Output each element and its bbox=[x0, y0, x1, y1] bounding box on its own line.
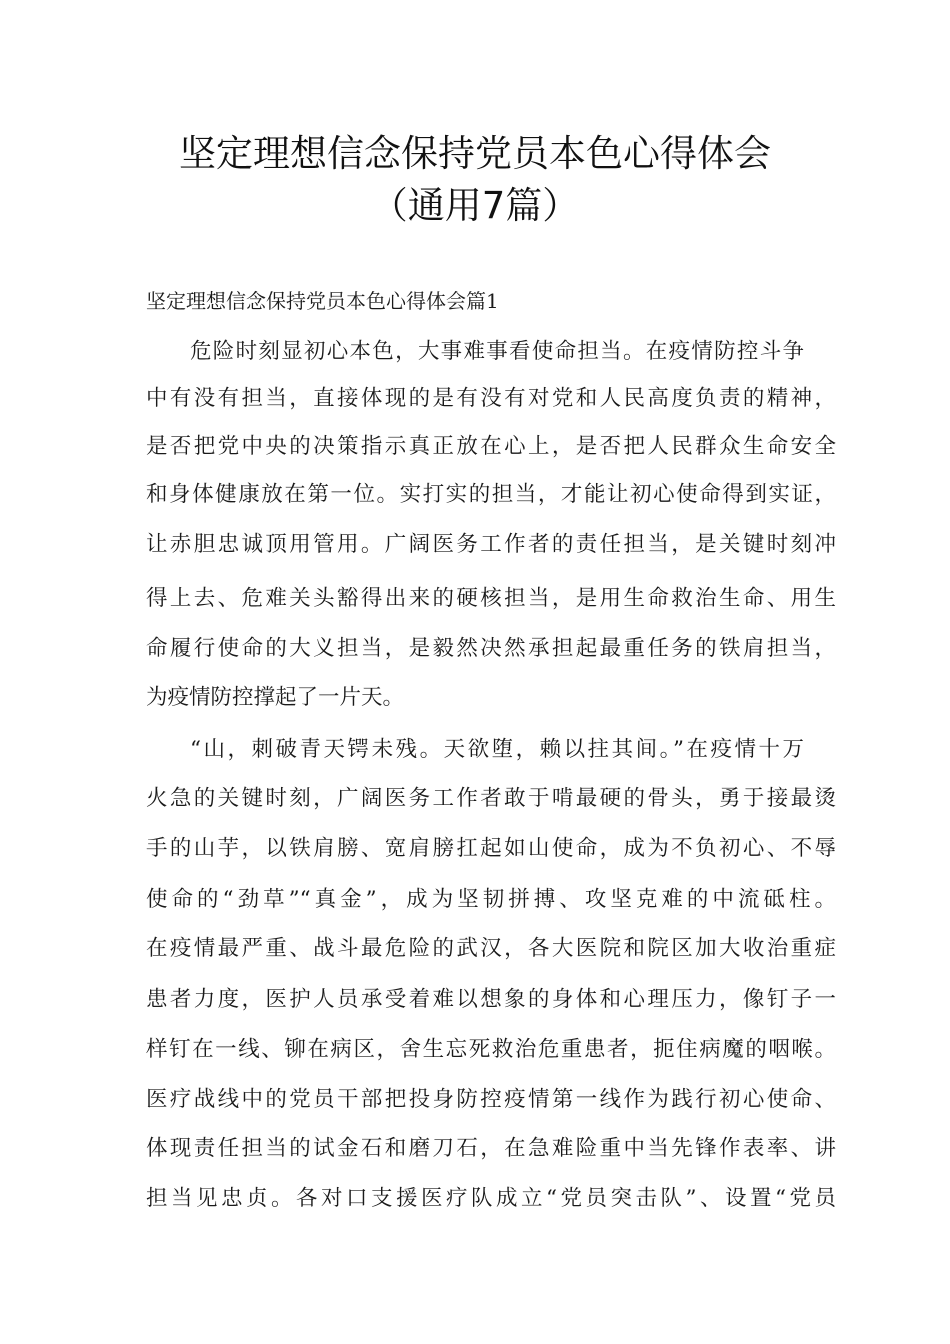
paragraph-1-line: 得上去、危难关头豁得出来的硬核担当，是用生命救治生命、用生 bbox=[146, 586, 836, 611]
paragraph-1-line: 为疫情防控撑起了一片天。 bbox=[146, 685, 405, 710]
paragraph-1-line: 让赤胆忠诚顶用管用。广阔医务工作者的责任担当，是关键时刻冲 bbox=[146, 532, 836, 557]
paragraph-2-line: 医疗战线中的党员干部把投身防控疫情第一线作为践行初心使命、 bbox=[146, 1087, 836, 1112]
paragraph-2-line: 担当见忠贞。各对口支援医疗队成立“党员突击队”、设置“党员 bbox=[146, 1186, 836, 1211]
document-title-line-2: （通用7篇） bbox=[370, 184, 580, 227]
paragraph-1-line: 命履行使命的大义担当，是毅然决然承担起最重任务的铁肩担当， bbox=[146, 636, 836, 661]
paragraph-1-line: 中有没有担当，直接体现的是有没有对党和人民高度负责的精神， bbox=[146, 386, 836, 411]
paragraph-2-line: 患者力度，医护人员承受着难以想象的身体和心理压力，像钉子一 bbox=[146, 987, 836, 1012]
document-title-line-1: 坚定理想信念保持党员本色心得体会 bbox=[179, 132, 771, 175]
paragraph-2-line: 体现责任担当的试金石和磨刀石，在急难险重中当先锋作表率、讲 bbox=[146, 1136, 836, 1161]
paragraph-2-line: “山，刺破青天锷未残。天欲堕，赖以拄其间。”在疫情十万 bbox=[190, 737, 804, 762]
paragraph-2-line: 使命的“劲草”“真金”，成为坚韧拼搏、攻坚克难的中流砥柱。 bbox=[146, 887, 836, 912]
paragraph-2-line: 火急的关键时刻，广阔医务工作者敢于啃最硬的骨头，勇于接最烫 bbox=[146, 786, 836, 811]
paragraph-1-line: 和身体健康放在第一位。实打实的担当，才能让初心使命得到实证， bbox=[146, 482, 836, 507]
paragraph-1-line: 危险时刻显初心本色，大事难事看使命担当。在疫情防控斗争 bbox=[190, 339, 804, 364]
paragraph-1-line: 是否把党中央的决策指示真正放在心上，是否把人民群众生命安全 bbox=[146, 434, 836, 459]
paragraph-2-line: 样钉在一线、铆在病区，舍生忘死救治危重患者，扼住病魔的咽喉。 bbox=[146, 1037, 836, 1062]
section-heading: 坚定理想信念保持党员本色心得体会篇1 bbox=[146, 289, 499, 313]
paragraph-2-line: 手的山芋，以铁肩膀、宽肩膀扛起如山使命，成为不负初心、不辱 bbox=[146, 836, 836, 861]
paragraph-2-line: 在疫情最严重、战斗最危险的武汉，各大医院和院区加大收治重症 bbox=[146, 936, 836, 961]
